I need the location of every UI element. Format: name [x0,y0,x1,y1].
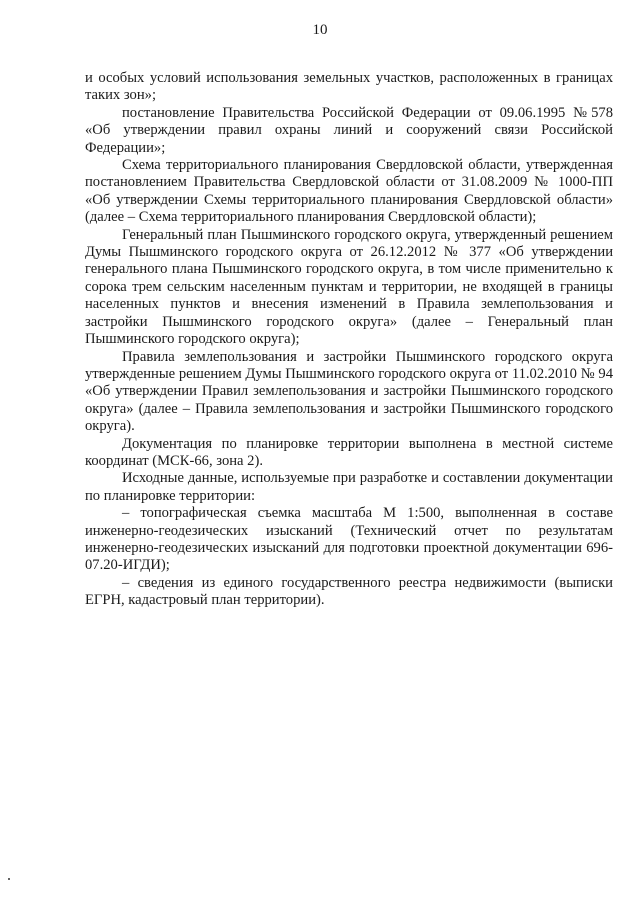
paragraph-territorial-scheme: Схема территориального планирования Свердловской области, утвержденная постановлением Правительства Свердловской области от 31.08.2009 № 1000-ПП «Об утверждении Схемы территориального планирования Свердловской области» (далее – Схема территориального планирования Свердловской области); [85,157,613,226]
document-body [85,70,613,610]
scan-speck [8,878,10,880]
paragraph-resolution-1995: постановление Правительства Российской Федерации от 09.06.1995 №578 «Об утверждении правил охраны линий и сооружений связи Российской Федерации»; [85,104,613,156]
paragraph-land-use-rules: Правила землепользования и застройки Пышминского городского округа утвержденные решением Думы Пышминского городского округа от 11.02.2010 № 94 «Об утверждении Правил землепользования и застройки Пышминского городского округа» (далее – Правила землепользования и застройки Пышминского городского округа). [85,348,613,435]
paragraph-general-plan: Генеральный план Пышминского городского округа, утвержденный решением Думы Пышминского городского округа от 26.12.2012 № 377 «Об утверждении генерального плана Пышминского городского округа, в том числе применительно к сорока трем сельским населенным пунктам и территории, не входящей в границы населенных пунктов и внесения изменений в Правила землепользования и застройки Пышминского городского округа» (далее – Генеральный план Пышминского городского округа); [85,226,613,348]
paragraph-coordinate-system: Документация по планировке территории выполнена в местной системе координат (МСК-66, зона 2). [85,435,613,469]
paragraph-source-data-intro: Исходные данные, используемые при разработке и составлении документации по планировке территории: [85,470,613,504]
list-item-egrn-extract: – сведения из единого государственного реестра недвижимости (выписки ЕГРН, кадастровый план территории). [85,574,613,609]
paragraph-zones-end: и особых условий использования земельных участков, расположенных в границах таких зон»; [85,70,613,104]
list-item-topographic-survey: – топографическая съемка масштаба М 1:500, выполненная в составе инженерно-геодезических изысканий (Технический отчет по результатам инженерно-геодезических изысканий для подготовки проектной документации 696-07.20-ИГДИ); [85,505,613,574]
page-number: 10 [312,22,328,38]
